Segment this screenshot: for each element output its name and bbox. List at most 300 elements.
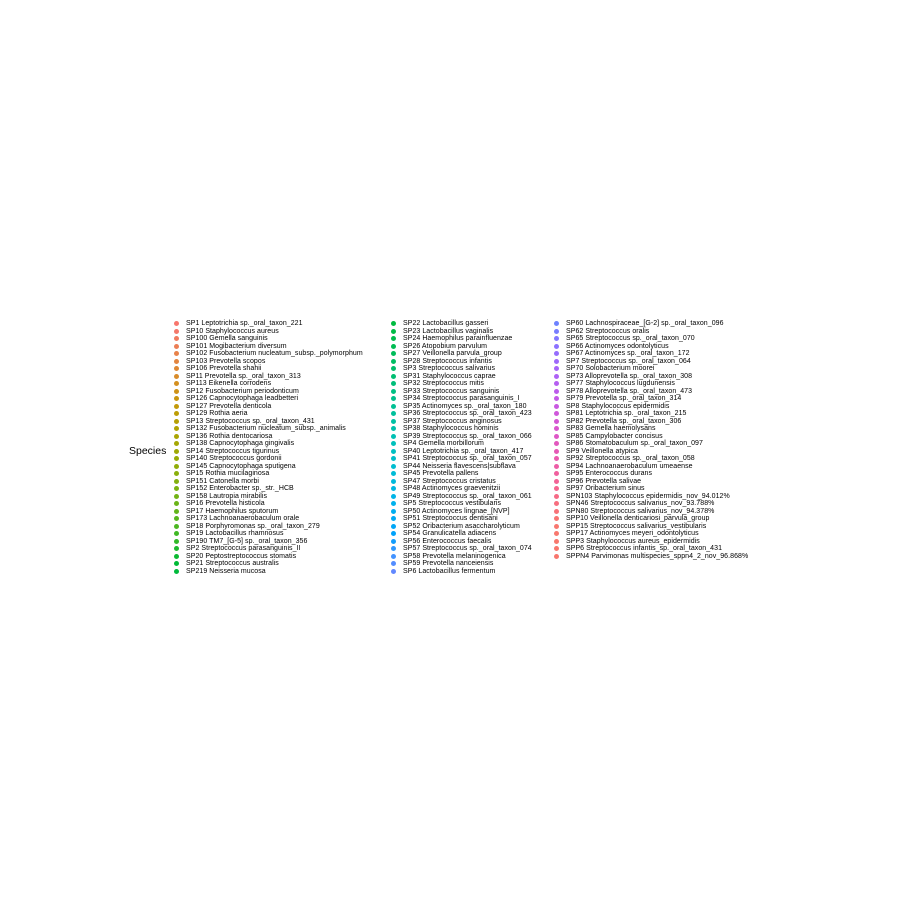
legend-label: SP219 Neisseria mucosa: [186, 567, 266, 575]
legend-item: [172, 523, 363, 531]
legend-key-dot: [391, 366, 396, 371]
legend-key-dot: [391, 554, 396, 559]
legend-label: SP37 Streptococcus anginosus: [403, 417, 502, 425]
legend-label: SP33 Streptococcus sanguinis: [403, 387, 500, 395]
legend-item: [172, 463, 363, 471]
legend-key-dot: [174, 389, 179, 394]
legend-label: SPN103 Staphylococcus epidermidis_nov_94.012%: [566, 492, 730, 500]
legend-item: [389, 365, 532, 373]
legend-label: SP140 Streptococcus gordonii: [186, 455, 282, 462]
legend-item: [172, 418, 363, 426]
legend-label: SP73 Alloprevotella sp._oral_taxon_308: [566, 372, 693, 380]
legend-key-dot: [174, 479, 179, 484]
legend-item: [389, 373, 532, 381]
legend-item: [389, 530, 532, 538]
legend-key-dot: [391, 321, 396, 326]
legend-item: [172, 538, 363, 546]
legend-label: SPN80 Streptococcus salivarius_nov_94.378%: [566, 507, 715, 515]
legend-key-dot: [174, 321, 179, 326]
legend-key-dot: [174, 366, 179, 371]
legend-label: SP152 Enterobacter sp._str._HCB: [186, 485, 294, 492]
legend-label: SP15 Rothia mucilaginosa: [186, 470, 270, 477]
legend-item: [552, 343, 748, 351]
legend-item: [552, 350, 748, 358]
legend-label: SPPN4 Parvimonas multispecies_sppn4_2_nov_96.868%: [566, 552, 749, 560]
legend-label: SP106 Prevotella shahii: [186, 365, 262, 372]
legend-key-dot: [391, 449, 396, 454]
legend-item: [172, 433, 363, 441]
legend-item: [389, 343, 532, 351]
legend-key-dot: [391, 524, 396, 529]
legend-key-dot: [554, 501, 559, 506]
legend-label: SP97 Oribacterium sinus: [566, 485, 645, 492]
legend-key-dot: [554, 396, 559, 401]
legend-label: SP51 Streptococcus dentisani: [403, 515, 498, 522]
legend-key-dot: [174, 396, 179, 401]
legend-key-dot: [174, 449, 179, 454]
legend-key-dot: [174, 561, 179, 566]
legend-label: SP39 Streptococcus sp._oral_taxon_066: [403, 432, 532, 440]
legend-label: SP78 Alloprevotella sp._oral_taxon_473: [566, 387, 693, 395]
legend-item: [172, 448, 363, 456]
legend-label: SP62 Streptococcus oralis: [566, 327, 650, 335]
legend-label: SPP17 Actinomyces meyeri_odontolyticus: [566, 530, 699, 537]
legend-item: [389, 350, 532, 358]
legend-key-dot: [174, 344, 179, 349]
legend-key-dot: [174, 351, 179, 356]
legend-item: [389, 455, 532, 463]
legend-label: SP138 Capnocytophaga gingivalis: [186, 440, 295, 447]
legend-label: SPP10 Veillonella denticariosi_parvula_group: [566, 515, 710, 522]
legend-item: [389, 485, 532, 493]
legend-item: [552, 433, 748, 441]
legend-item: [552, 485, 748, 493]
legend-column-2: [389, 320, 532, 575]
legend-item: [389, 380, 532, 388]
legend-label: SPP15 Streptococcus salivarius_vestibularis: [566, 522, 707, 530]
legend-key-dot: [554, 344, 559, 349]
legend-label: SP48 Actinomyces graevenitzii: [403, 485, 501, 492]
legend-key-dot: [391, 561, 396, 566]
legend-label: SP113 Eikenella corrodens: [186, 380, 272, 387]
legend-item: [172, 545, 363, 553]
legend-key-dot: [554, 531, 559, 536]
legend-label: SP83 Gemella haemolysans: [566, 425, 656, 432]
legend-label: SP36 Streptococcus sp._oral_taxon_423: [403, 410, 532, 417]
legend-label: SP127 Prevotella denticola: [186, 402, 272, 410]
legend-key-dot: [554, 434, 559, 439]
legend-key-dot: [391, 389, 396, 394]
legend-item: [172, 365, 363, 373]
legend-label: SP28 Streptococcus infantis: [403, 357, 492, 365]
legend-key-dot: [391, 374, 396, 379]
legend-item: [552, 463, 748, 471]
legend-item: [172, 373, 363, 381]
legend-item: [552, 500, 748, 508]
legend-label: SP92 Streptococcus sp._oral_taxon_058: [566, 455, 695, 462]
legend-item: [172, 403, 363, 411]
legend-item: [389, 538, 532, 546]
legend-item: [389, 425, 532, 433]
legend-key-dot: [554, 524, 559, 529]
legend-key-dot: [554, 516, 559, 521]
legend-label: SP173 Lachnoanaerobaculum orale: [186, 515, 300, 522]
legend-key-dot: [174, 471, 179, 476]
legend-key-dot: [174, 426, 179, 431]
legend-label: SP8 Staphylococcus epidermidis: [566, 402, 670, 410]
legend-label: SP96 Prevotella salivae: [566, 477, 642, 485]
legend-label: SP52 Oribacterium asaccharolyticum: [403, 522, 520, 530]
legend-key-dot: [174, 329, 179, 334]
legend-key-dot: [554, 374, 559, 379]
legend-key-dot: [391, 336, 396, 341]
legend-item: [172, 410, 363, 418]
legend-label: SP6 Lactobacillus fermentum: [403, 567, 496, 575]
legend-label: SP23 Lactobacillus vaginalis: [403, 327, 494, 335]
legend-label: SP24 Haemophilus parainfluenzae: [403, 335, 513, 342]
legend-key-dot: [174, 434, 179, 439]
legend-item: [552, 448, 748, 456]
legend-key-dot: [391, 381, 396, 386]
legend-key-dot: [554, 486, 559, 491]
legend-key-dot: [174, 336, 179, 341]
legend-key-dot: [391, 441, 396, 446]
legend-item: [172, 388, 363, 396]
legend-label: SP66 Actinomyces odontolyticus: [566, 342, 669, 350]
legend-key-dot: [391, 456, 396, 461]
legend-key-dot: [174, 554, 179, 559]
legend-label: SP82 Prevotella sp._oral_taxon_306: [566, 417, 682, 425]
legend-item: [172, 358, 363, 366]
legend-key-dot: [391, 494, 396, 499]
legend-key-dot: [174, 509, 179, 514]
legend-key-dot: [554, 494, 559, 499]
legend-key-dot: [174, 359, 179, 364]
legend-label: SP5 Streptococcus vestibularis: [403, 500, 501, 507]
legend-label: SP31 Staphylococcus caprae: [403, 372, 496, 380]
legend-item: [552, 388, 748, 396]
legend-label: SP190 TM7_[G-5] sp._oral_taxon_356: [186, 537, 308, 545]
legend-key-dot: [391, 396, 396, 401]
legend-item: [389, 358, 532, 366]
legend-label: SP14 Streptococcus tigurinus: [186, 447, 280, 455]
legend-key-dot: [391, 516, 396, 521]
legend-label: SP94 Lachnoanaerobaculum umeaense: [566, 462, 693, 470]
legend-item: [552, 455, 748, 463]
legend-key-dot: [391, 546, 396, 551]
legend-key-dot: [391, 471, 396, 476]
legend-item: [389, 320, 532, 328]
legend-label: SP81 Leptotrichia sp._oral_taxon_215: [566, 410, 687, 417]
legend-label: SP44 Neisseria flavescens|subflava: [403, 462, 516, 470]
legend-item: [389, 328, 532, 336]
legend-item: [172, 530, 363, 538]
legend-label: SP22 Lactobacillus gasseri: [403, 320, 489, 327]
legend-item: [172, 425, 363, 433]
legend-key-dot: [554, 321, 559, 326]
legend-item: [552, 358, 748, 366]
legend-key-dot: [391, 479, 396, 484]
legend-item: [389, 500, 532, 508]
legend-key-dot: [174, 524, 179, 529]
legend-key-dot: [554, 441, 559, 446]
legend-item: [172, 328, 363, 336]
legend-label: SP40 Leptotrichia sp._oral_taxon_417: [403, 447, 524, 455]
legend-key-dot: [554, 404, 559, 409]
legend-key-dot: [174, 374, 179, 379]
legend-label: SP17 Haemophilus sputorum: [186, 507, 279, 515]
legend-label: SP50 Actinomyces lingnae_[NVP]: [403, 507, 510, 515]
legend-label: SP132 Fusobacterium nucleatum_subsp._animalis: [186, 425, 346, 432]
legend-label: SPP3 Staphylococcus aureus_epidermidis: [566, 537, 700, 545]
legend-label: SP54 Granulicatella adiacens: [403, 530, 497, 537]
legend-item: [552, 320, 748, 328]
legend-item: [552, 553, 748, 561]
legend-item: [389, 545, 532, 553]
legend-label: SP103 Prevotella scopos: [186, 357, 266, 365]
legend-item: [389, 568, 532, 576]
legend-item: [552, 395, 748, 403]
legend-item: [552, 373, 748, 381]
legend-item: [172, 320, 363, 328]
legend-key-dot: [554, 509, 559, 514]
legend-label: SP38 Staphylococcus hominis: [403, 425, 499, 432]
legend-item: [552, 328, 748, 336]
legend-label: SP27 Veillonella parvula_group: [403, 350, 502, 357]
legend-item: [389, 418, 532, 426]
legend-item: [172, 515, 363, 523]
legend-label: SP26 Atopobium parvulum: [403, 342, 488, 350]
legend-key-dot: [391, 359, 396, 364]
legend-key-dot: [554, 366, 559, 371]
legend-label: SP79 Prevotella sp._oral_taxon_314: [566, 395, 682, 402]
legend-key-dot: [174, 411, 179, 416]
legend-key-dot: [554, 539, 559, 544]
legend-key-dot: [391, 486, 396, 491]
legend-key-dot: [391, 569, 396, 574]
legend-key-dot: [554, 351, 559, 356]
legend-label: SP13 Streptococcus sp._oral_taxon_431: [186, 417, 315, 425]
legend-item: [552, 410, 748, 418]
legend-item: [172, 493, 363, 501]
legend-item: [172, 350, 363, 358]
legend-key-dot: [554, 336, 559, 341]
legend-key-dot: [391, 539, 396, 544]
legend-key-dot: [174, 494, 179, 499]
legend-label: SP1 Leptotrichia sp._oral_taxon_221: [186, 320, 303, 327]
legend-label: SP136 Rothia dentocariosa: [186, 432, 273, 440]
legend-label: SP145 Capnocytophaga sputigena: [186, 462, 296, 470]
legend-key-dot: [174, 419, 179, 424]
legend-item: [389, 448, 532, 456]
legend-key-dot: [391, 351, 396, 356]
legend-label: SP151 Catonella morbi: [186, 477, 260, 485]
legend-key-dot: [391, 419, 396, 424]
legend-item: [552, 380, 748, 388]
legend-item: [552, 440, 748, 448]
legend-item: [172, 395, 363, 403]
legend-item: [389, 470, 532, 478]
legend-key-dot: [554, 426, 559, 431]
legend-item: [389, 478, 532, 486]
legend-item: [389, 493, 532, 501]
legend-label: SP102 Fusobacterium nucleatum_subsp._polymorphum: [186, 350, 363, 357]
legend-label: SP9 Veillonella atypica: [566, 447, 638, 455]
legend-item: [172, 478, 363, 486]
legend-item: [172, 455, 363, 463]
legend-label: SP70 Solobacterium moorei: [566, 365, 655, 372]
legend-label: SP60 Lachnospiraceae_[G-2] sp._oral_taxon_096: [566, 320, 724, 327]
legend-item: [552, 365, 748, 373]
legend-key-dot: [554, 546, 559, 551]
legend-item: [552, 403, 748, 411]
legend-key-dot: [554, 359, 559, 364]
legend-item: [172, 440, 363, 448]
legend-item: [389, 335, 532, 343]
legend-key-dot: [554, 419, 559, 424]
legend-key-dot: [391, 329, 396, 334]
legend-item: [389, 395, 532, 403]
legend-key-dot: [174, 381, 179, 386]
legend-label: SP65 Streptococcus sp._oral_taxon_070: [566, 335, 695, 342]
legend-label: SP16 Prevotella histicola: [186, 500, 265, 507]
legend-label: SP7 Streptococcus sp._oral_taxon_064: [566, 357, 691, 365]
legend-label: SP59 Prevotella nanceiensis: [403, 560, 494, 567]
legend-item: [552, 425, 748, 433]
legend-label: SP35 Actinomyces sp._oral_taxon_180: [403, 402, 527, 410]
legend-item: [389, 515, 532, 523]
legend-label: SP95 Enterococcus durans: [566, 470, 653, 477]
legend-column-1: [172, 320, 363, 575]
legend-label: SP11 Prevotella sp._oral_taxon_313: [186, 372, 301, 380]
legend-key-dot: [391, 531, 396, 536]
legend-item: [552, 508, 748, 516]
legend-item: [172, 470, 363, 478]
legend-column-3: [552, 320, 748, 560]
legend-label: SP86 Stomatobaculum sp._oral_taxon_097: [566, 440, 703, 447]
legend-label: SPP6 Streptococcus infantis_sp._oral_taxon_431: [566, 545, 723, 552]
legend-key-dot: [174, 569, 179, 574]
legend-label: SP101 Mogibacterium diversum: [186, 342, 287, 350]
legend-key-dot: [554, 479, 559, 484]
legend-item: [172, 560, 363, 568]
legend-label: SP19 Lactobacillus rhamnosus: [186, 530, 284, 537]
legend-item: [172, 553, 363, 561]
legend-label: SP18 Porphyromonas sp._oral_taxon_279: [186, 522, 320, 530]
legend-key-dot: [554, 471, 559, 476]
legend-key-dot: [554, 449, 559, 454]
legend-label: SP32 Streptococcus mitis: [403, 380, 484, 387]
legend-item: [552, 523, 748, 531]
legend-key-dot: [174, 546, 179, 551]
legend-item: [389, 553, 532, 561]
legend-key-dot: [174, 501, 179, 506]
legend-item: [552, 538, 748, 546]
legend-key-dot: [391, 501, 396, 506]
legend-item: [552, 335, 748, 343]
legend-key-dot: [554, 329, 559, 334]
legend-item: [389, 560, 532, 568]
legend-item: [172, 335, 363, 343]
legend-key-dot: [554, 554, 559, 559]
legend-key-dot: [174, 516, 179, 521]
legend-label: SP58 Prevotella melaninogenica: [403, 552, 506, 560]
legend-label: SP2 Streptococcus parasanguinis_II: [186, 545, 301, 552]
legend-item: [389, 388, 532, 396]
legend-label: SP158 Lautropia mirabilis: [186, 492, 268, 500]
legend-key-dot: [391, 509, 396, 514]
legend-key-dot: [391, 404, 396, 409]
legend-item: [552, 515, 748, 523]
legend-label: SP12 Fusobacterium periodonticum: [186, 387, 299, 395]
legend-item: [172, 568, 363, 576]
legend-label: SP49 Streptococcus sp._oral_taxon_061: [403, 492, 532, 500]
legend-item: [389, 463, 532, 471]
legend-label: SP45 Prevotella pallens: [403, 470, 479, 477]
legend-label: SPN46 Streptococcus salivarius_nov_93.788%: [566, 500, 715, 507]
legend-label: SP67 Actinomyces sp._oral_taxon_172: [566, 350, 690, 357]
legend-item: [389, 403, 532, 411]
legend-item: [389, 440, 532, 448]
legend-item: [552, 545, 748, 553]
legend-item: [172, 485, 363, 493]
legend-key-dot: [174, 531, 179, 536]
legend-item: [172, 343, 363, 351]
legend-key-dot: [391, 344, 396, 349]
legend-label: SP20 Peptostreptococcus stomatis: [186, 552, 297, 560]
legend-item: [552, 493, 748, 501]
legend-label: SP41 Streptococcus sp._oral_taxon_057: [403, 455, 532, 462]
legend-label: SP129 Rothia aeria: [186, 410, 248, 417]
legend-key-dot: [174, 539, 179, 544]
legend-label: SP10 Staphylococcus aureus: [186, 327, 279, 335]
legend-key-dot: [174, 404, 179, 409]
legend-item: [389, 508, 532, 516]
legend-key-dot: [554, 456, 559, 461]
legend-item: [389, 410, 532, 418]
legend-key-dot: [391, 434, 396, 439]
legend-key-dot: [554, 389, 559, 394]
legend-key-dot: [174, 441, 179, 446]
legend-item: [389, 523, 532, 531]
legend-label: SP57 Streptococcus sp._oral_taxon_074: [403, 545, 532, 552]
legend-item: [172, 508, 363, 516]
legend-item: [552, 478, 748, 486]
legend-key-dot: [391, 426, 396, 431]
legend-item: [172, 500, 363, 508]
legend-item: [552, 470, 748, 478]
legend-label: SP126 Capnocytophaga leadbetteri: [186, 395, 299, 402]
legend-item: [552, 530, 748, 538]
legend-key-dot: [391, 464, 396, 469]
legend-label: SP47 Streptococcus cristatus: [403, 477, 496, 485]
legend-label: SP21 Streptococcus australis: [186, 560, 279, 567]
legend-label: SP34 Streptococcus parasanguinis_I: [403, 395, 520, 402]
legend-label: SP77 Staphylococcus lugdunensis: [566, 380, 675, 387]
legend-item: [389, 433, 532, 441]
legend-item: [172, 380, 363, 388]
legend-key-dot: [174, 486, 179, 491]
legend-key-dot: [554, 381, 559, 386]
legend-key-dot: [391, 411, 396, 416]
legend-label: SP100 Gemella sanguinis: [186, 335, 268, 342]
legend-item: [552, 418, 748, 426]
legend-key-dot: [174, 464, 179, 469]
legend-label: SP56 Enterococcus faecalis: [403, 537, 492, 545]
legend-label: SP4 Gemella morbillorum: [403, 440, 484, 447]
legend-label: SP3 Streptococcus salivarius: [403, 365, 496, 372]
legend-title: Species: [129, 445, 167, 457]
